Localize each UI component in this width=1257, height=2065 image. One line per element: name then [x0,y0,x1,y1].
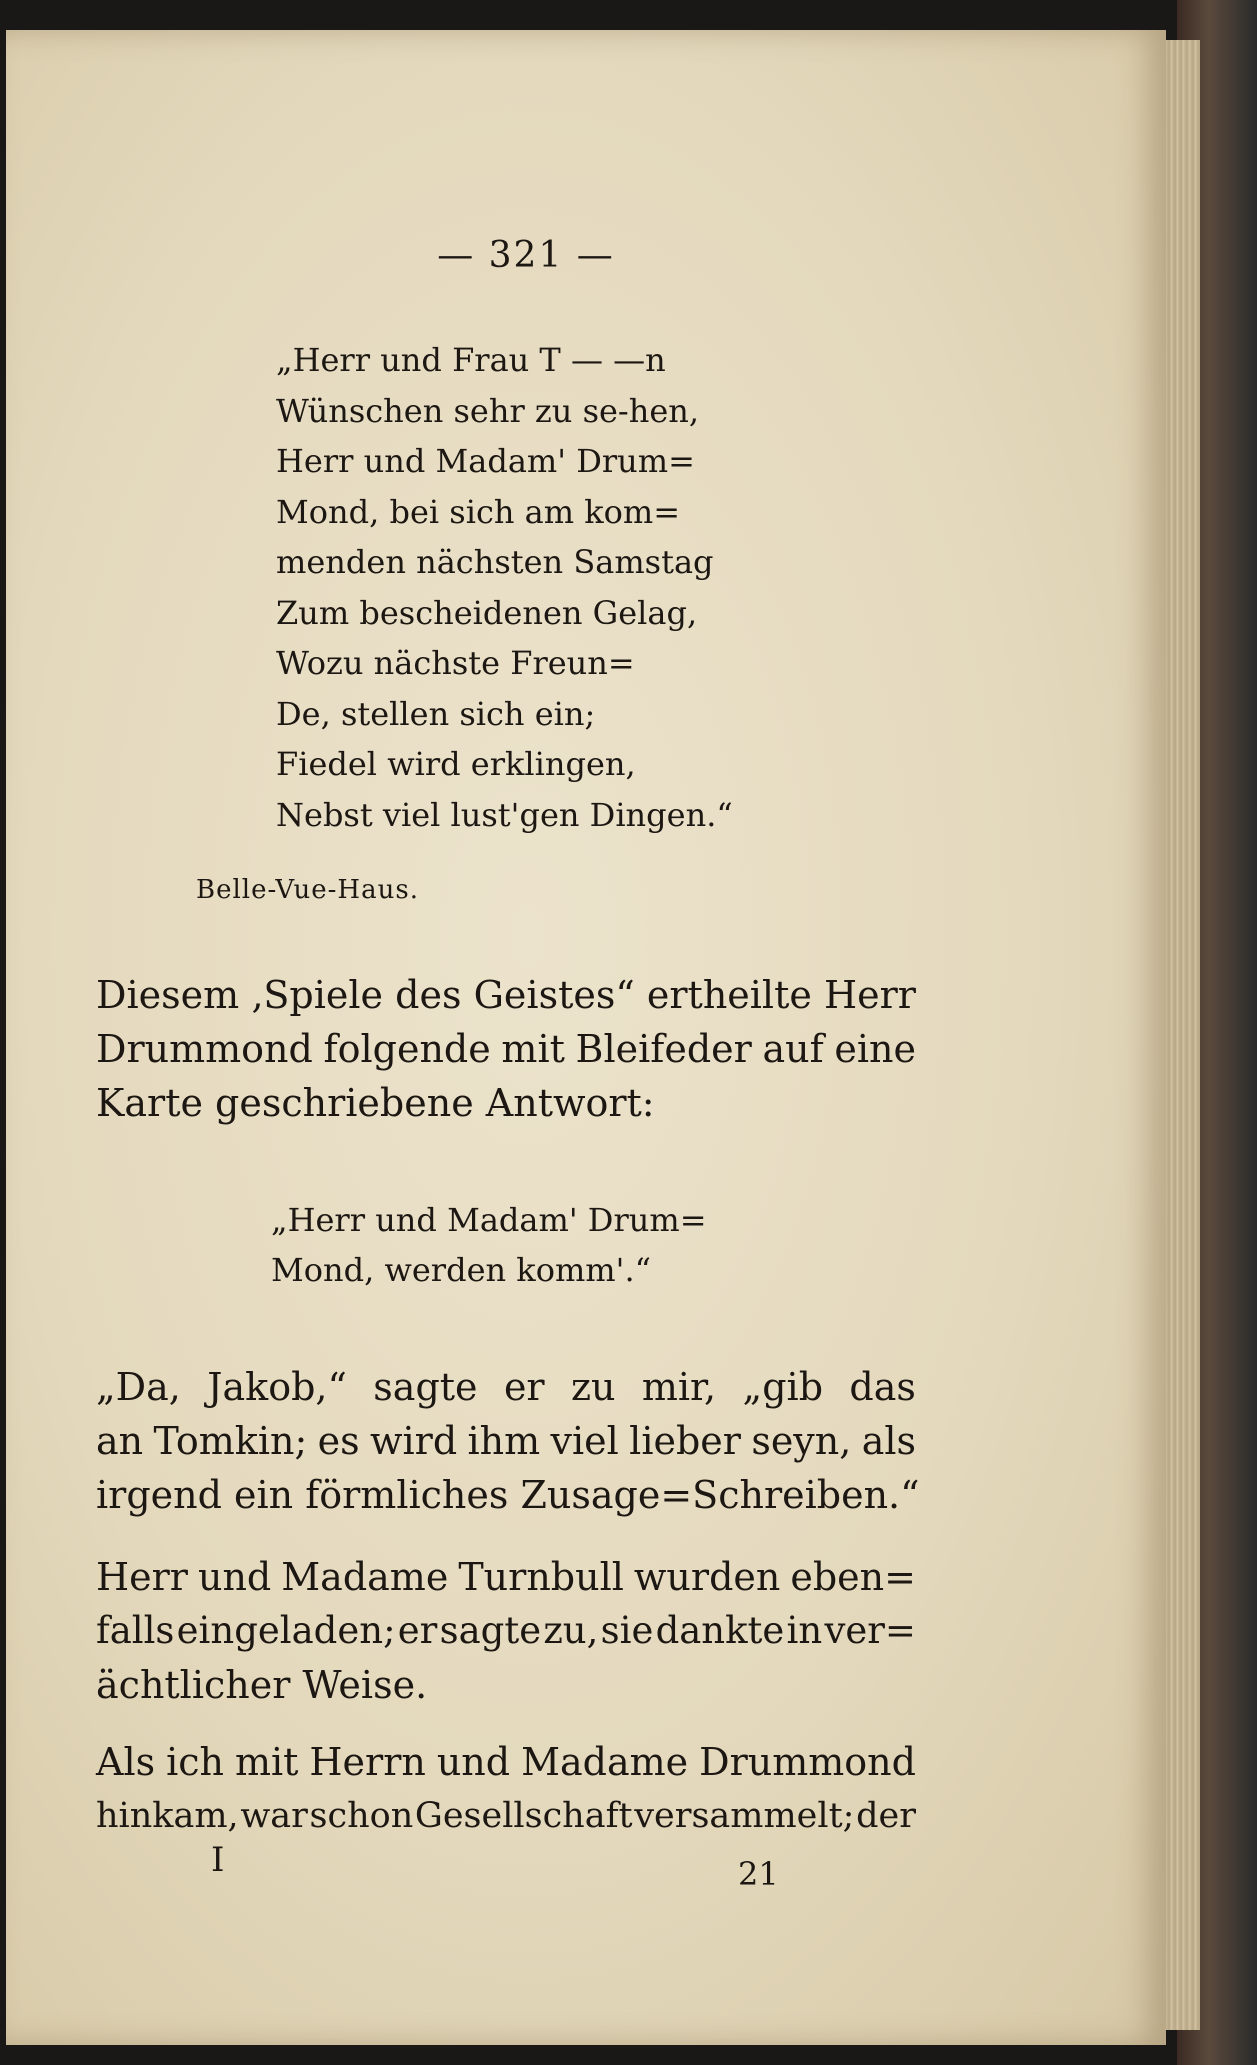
paragraph-3 [96,1550,916,1712]
word: Herr [96,1555,188,1599]
word: folgende [323,1027,491,1071]
word: Drummond [96,1027,313,1071]
word: der [856,1796,916,1836]
word: „Da, [96,1365,181,1409]
paragraph-line [96,1735,916,1789]
paragraph-line: Karte geschriebene Antwort: [96,1081,655,1125]
paragraph-line: irgend ein förmliches Zusage=Schreiben.“ [96,1473,920,1517]
word: auf [762,1027,824,1071]
paragraph-4 [96,1735,916,1843]
word: und [197,1555,272,1599]
paragraph-1 [96,968,916,1130]
poem-line: menden nächsten Samstag [276,543,714,581]
word: es [317,1419,360,1463]
word: schon [309,1796,414,1836]
poem-line: Mond, bei sich am kom= [276,492,681,531]
signature-mark: I [211,1840,225,1880]
word: in [786,1609,823,1652]
word: ver= [824,1609,916,1652]
word: mit [501,1027,565,1071]
word: hinkam, [96,1796,239,1836]
word: seyn, [751,1419,852,1463]
word: zu [570,1365,616,1409]
word: versammelt; [634,1796,855,1836]
paragraph-line [96,968,916,1022]
word: Geistes“ [473,973,635,1017]
word: falls [96,1609,175,1652]
reply-line: Mond, werden komm'.“ [271,1251,651,1289]
word: viel [550,1419,619,1463]
word: mit [234,1740,299,1784]
paragraph-line [96,1550,916,1604]
word: mir, [641,1365,717,1409]
word: eben= [790,1555,916,1599]
paragraph-line: ächtlicher Weise. [96,1663,428,1707]
word: er [503,1365,545,1409]
word: als [861,1419,916,1463]
word: ‚Spiele [251,973,383,1017]
reply-line: „Herr und Madam' Drum= [271,1201,707,1239]
word: des [395,973,462,1017]
word: Madame [281,1555,449,1599]
page-text-area [6,30,1166,2045]
poem-line: Nebst viel lust'gen Dingen.“ [276,795,733,834]
page-edges [1160,40,1200,2030]
word: sagte [373,1365,478,1409]
word: Herr [823,973,916,1017]
word: Diesem [96,973,240,1017]
poem-line: Zum bescheidenen Gelag, [276,593,698,632]
word: lieber [629,1419,741,1463]
poem-line: Herr und Madam' Drum= [276,442,695,480]
paragraph-2 [96,1360,920,1522]
word: zu, [543,1609,599,1652]
word: Bleifeder [575,1027,752,1071]
poem-line: Wünschen sehr zu se-hen, [276,391,700,430]
word: eingeladen; [176,1609,396,1652]
word: Als [96,1740,156,1784]
poem-line: De, stellen sich ein; [276,694,596,733]
invitation-poem [276,335,733,840]
word: Gesellschaft [414,1796,633,1836]
reply-verse [271,1195,707,1295]
word: eine [834,1027,916,1071]
word: ertheilte [646,973,812,1017]
paragraph-line [96,1604,916,1658]
word: Turnbull [458,1555,624,1599]
word: Madame [521,1740,689,1784]
gathering-number: 21 [738,1855,779,1893]
paragraph-line [96,1789,916,1843]
word: das [849,1365,916,1409]
word: sie [600,1609,654,1652]
poem-line: Wozu nächste Freun= [276,644,635,682]
word: Tomkin; [153,1419,308,1463]
poem-line: „Herr und Frau T — —n [276,341,666,379]
word: war [240,1796,308,1836]
paragraph-line [96,1360,916,1414]
page-number-header: — 321 — [437,235,615,276]
word: wird [369,1419,458,1463]
paragraph-line [96,1022,916,1076]
book-page [6,30,1166,2045]
poem-signature: Belle-Vue-Haus. [196,875,419,905]
word: er [397,1609,438,1652]
word: Drummond [699,1740,916,1784]
paragraph-line [96,1414,916,1468]
word: an [96,1419,144,1463]
word: Herrn [309,1740,426,1784]
word: ich [166,1740,224,1784]
word: „gib [742,1365,824,1409]
word: ihm [467,1419,541,1463]
word: wurden [633,1555,781,1599]
word: und [436,1740,511,1784]
word: dankte [655,1609,785,1652]
poem-line: Fiedel wird erklingen, [276,745,636,783]
word: sagte [439,1609,542,1652]
word: Jakob,“ [207,1365,347,1409]
